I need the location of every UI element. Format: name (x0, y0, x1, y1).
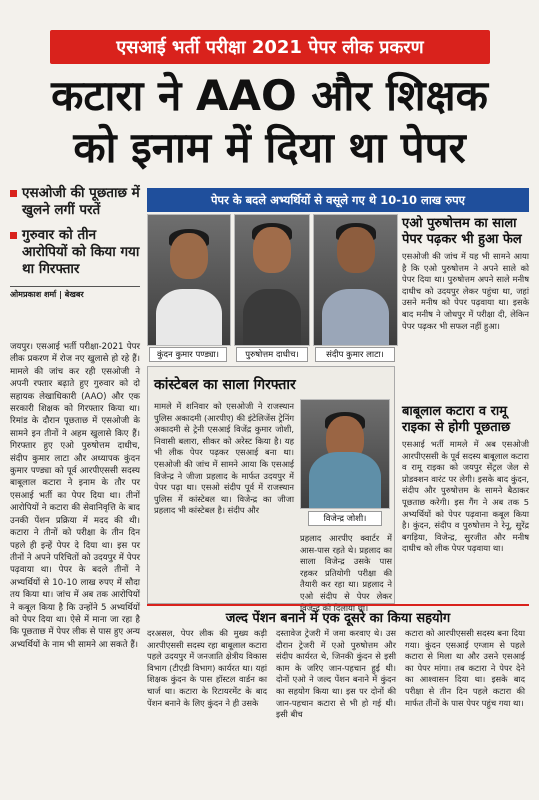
headline-line-2: को इनाम में दिया था पेपर (73, 123, 466, 172)
bottom-heading: जल्द पेंशन बनाने में एक दूसरे का किया सहयोग (147, 604, 529, 626)
photo-face (170, 233, 208, 279)
sidebar-text: एसआई भर्ती मामले में अब एसओजी आरपीएससी के पूर्व सदस्य बाबूलाल कटारा व रामू राइका को जयपुर सेंट्रल जेल से प्रोडक्शन वारंट पर लेगी। इसके बाद कुंदन, संदीप और पुरुषोत्तम के सामने बैठाकर पूछताछ करेगी। इस गैंग ने अब तक 5 अभ्यर्थियों को पेपर पढ़वाना कबूल किया है। कुंदन, संदीप व पुरुषोत्तम ने रेनू, सुरेंद्र बगड़िया, विजेन्द्र, सुरजीत और मनीष दाधीच को लीक पेपर पढ़वाया था। (402, 439, 529, 554)
left-highlights (10, 185, 140, 300)
photo-sandeep (313, 214, 398, 346)
sidebar-story-1 (402, 216, 529, 332)
bullet-point: गुरुवार को तीन आरोपियों को किया गया था गिरफ्तार (10, 227, 140, 278)
photo-vijendra (300, 399, 390, 509)
caption-kundan: कुंदन कुमार पण्ड्या। (149, 347, 227, 362)
photo-torso (322, 289, 389, 346)
sidebar-story-2 (402, 404, 529, 555)
photo-face (253, 227, 291, 273)
caption-purushottam: पुरुषोत्तम दाधीच। (236, 347, 308, 362)
photo-face (337, 227, 375, 273)
box-text-right: प्रहलाद आरपीए क्वार्टर में आस-पास रहते थे। प्रहलाद का साला विजेन्द्र उसके पास रहकर प्रतियोगी परीक्षा की तैयारी कर रहा था। प्रहलाद ने एओ संदीप से पेपर लेकर विजेन्द्र को दिलाया था। (300, 533, 392, 613)
photo-kundan (147, 214, 231, 346)
box-title: कांस्टेबल का साला गिरफ्तार (154, 377, 296, 393)
caption-vijendra: विजेन्द्र जोशी। (308, 511, 382, 526)
box-text-left: मामले में शनिवार को एसओजी ने राजस्थान पुलिस अकादमी (आरपीए) की इंटेलिजेंस ट्रेनिंग अकादमी से ट्रेनी एसआई विजेंद्र कुमार जोशी, निवासी बलारा, सीकर को अरेस्ट किया है। यह भी लीक पेपर पढ़कर एसआई बना था। एसओजी की जांच में सामने आया कि एसआई विजेन्द्र ने जीजा प्रहलाद के मार्फत उदयपुर में पेपर पढ़ा था। एसओ संदीप पूर्व में राजस्थान पुलिस में कांस्टेबल था। विजेन्द्र का जीजा प्रहलाद भी कांस्टेबल है। संदीप और (154, 401, 294, 516)
left-article-body: जयपुर। एसआई भर्ती परीक्षा-2021 पेपर लीक प्रकरण में रोज नए खुलासे हो रहे हैं। मामले की जांच कर रही एसओजी ने अपनी रफ्तार बढ़ाते हुए गुरुवार को दो सहायक लेखाधिकारी (AAO) और एक सरकारी शिक्षक को गिरफ्तार किया था। रिमांड के दौरान पूछताछ में एसओजी के सामने इन तीनों ने अहम खुलासे किए हैं। गिरफ्तार हुए एओ पुरुषोत्तम दाधीच, संदीप कुमार लाटा और अध्यापक कुंदन कुमार पण्ड्या को पूर्व आरपीएससी सदस्य बाबूलाल कटारा ने इनाम के तौर पर एसआई भर्ती का पेपर दिया था। तीनों आरोपियों ने कटारा की सेवानिवृत्ति के बाद उनकी पेंशन प्रक्रिया में मदद की थी। कटारा ने तीनों को परीक्षा के तीन दिन पहले ही इन्हें पेपर दे दिया था। इस पर तीनों ने अपने परिचितों को उदयपुर में पेपर पढ़वाया था। पेपर के बदले तीनों ने अभ्यर्थियों से 10-10 लाख रुपए में सौदा तय किया था। जांच में अब तक आरोपियों ने कबूल किया है कि उन्होंने 5 अभ्यर्थियों को पेपर दिया था। ऐसे में माना जा रहा है कि पूछताछ में पेपर लीक से पास हुए अन्य अभ्यर्थियों के नाम भी सामने आ सकते हैं। (10, 342, 140, 650)
headline-line-1: कटारा ने AAO और शिक्षक (51, 71, 488, 120)
boxed-story (147, 366, 395, 613)
sidebar-text: एसओजी की जांच में यह भी सामने आया है कि एओ पुरुषोत्तम ने अपने साले को पेपर दिया था। पुरुषोत्तम अपने साले मनीष दाधीच को उदयपुर लेकर पहुंचा था, जहां उसने मनीष को पेपर पढ़वाया था। इसके बाद मनीष ने जोधपुर में परीक्षा दी, लेकिन पेपर पढ़कर भी सफल नहीं हुआ। (402, 251, 529, 331)
byline: ओमप्रकाश शर्मा | बेखबर (10, 286, 140, 300)
photo-torso (243, 289, 301, 346)
bullet-point: एसओजी की पूछताछ में खुलने लगीं परतें (10, 185, 140, 219)
photo-purushottam (234, 214, 310, 346)
kicker-banner: एसआई भर्ती परीक्षा 2021 पेपर लीक प्रकरण (50, 30, 490, 64)
photo-strip-heading: पेपर के बदले अभ्यर्थियों से वसूले गए थे 10-10 लाख रुपए (147, 188, 529, 212)
sidebar-heading: एओ पुरुषोत्तम का साला पेपर पढ़कर भी हुआ फेल (402, 216, 522, 247)
headline (10, 70, 529, 174)
bottom-col-2: दस्तावेज ट्रेजरी में जमा करवाए थे। उस दौरान ट्रेजरी में एओ पुरुषोत्तम और संदीप कार्यरत थे, जिनकी कुंदन से इसी काम के जरिए जान-पहचान हुई थी। दोनों एओ ने जल्द पेंशन बनाने में कुंदन का सहयोग किया था। इस पर दोनों की जान-पहचान कटारा से भी हो गई थी। इसी बीच (276, 628, 396, 720)
photo-torso (309, 452, 381, 509)
caption-sandeep: संदीप कुमार लाटा। (315, 347, 395, 362)
bottom-col-3: कटारा को आरपीएससी सदस्य बना दिया गया। कुंदन एसआई एग्जाम से पहले कटारा से मिला था और उसने एसआई का पेपर मांगा। तब कटारा ने पेपर देने का आश्वासन दिया था। इसके बाद परीक्षा से तीन दिन पहले कटारा की मार्फत तीनों के पास पेपर पहुंच गया था। (405, 628, 525, 708)
photo-torso (156, 289, 222, 346)
sidebar-heading: बाबूलाल कटारा व रामू राइका से होगी पूछताछ (402, 404, 511, 435)
bottom-col-1: दरअसल, पेपर लीक की मुख्य कड़ी आरपीएससी सदस्य रहा बाबूलाल कटारा पहले उदयपुर में जनजाति क्षेत्रीय विकास विभाग (टीएडी विभाग) कार्यरत था। यहां शिक्षक कुंदन के पास हॉस्टल वार्डन का चार्ज था। कटारा के रिटायरमेंट के बाद पेंशन बनाने के लिए कुंदन ने ही उसके (147, 628, 267, 708)
